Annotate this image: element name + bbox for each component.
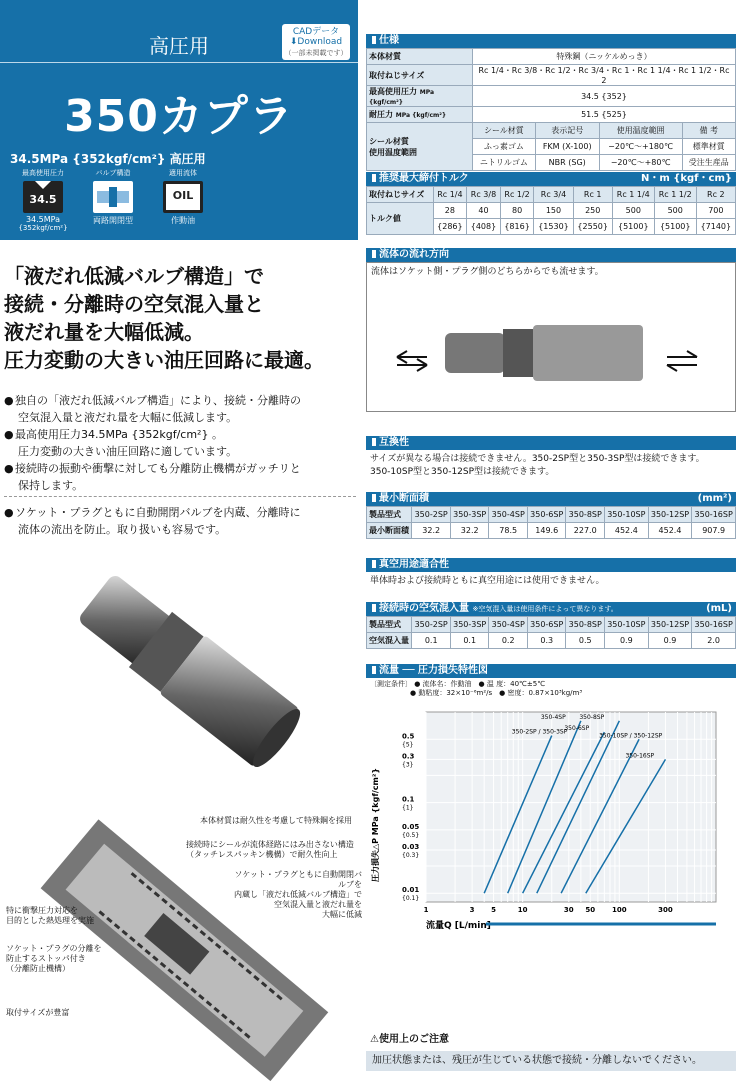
torque-title: 推奨最大締付トルク N・m {kgf・cm} bbox=[366, 172, 736, 186]
y-axis-label: 圧力損失△P MPa {kgf/cm²} bbox=[371, 767, 380, 882]
headline: 「液だれ低減バルブ構造」で 接続・分離時の空気混入量と 液だれ量を大幅低減。 圧力変動の大きい油圧回路に最適。 bbox=[4, 264, 324, 372]
bullet-4: ●ソケット・プラグともに自動開閉バルブを内蔵、分離時に 流体の流出を防止。取り扱いも容易です。 bbox=[4, 506, 301, 536]
valve-structure-icon: バルブ構造 両路開閉型 bbox=[93, 169, 133, 225]
warning-title: ⚠使用上のご注意 bbox=[370, 1034, 449, 1045]
series-label: 350-8SP bbox=[579, 713, 605, 721]
cad-label: CADデータ bbox=[292, 27, 340, 37]
max-pressure-icon: 最高使用圧力 34.5 34.5MPa {352kgf/cm²} bbox=[18, 169, 68, 232]
series-label: 350-2SP / 350-3SP bbox=[511, 728, 568, 736]
series-label: 350-10SP / 350-12SP bbox=[599, 732, 663, 740]
divider bbox=[0, 62, 358, 63]
right-arrows-icon bbox=[667, 351, 697, 371]
y-tick-label: 0.1 bbox=[402, 795, 415, 804]
cutaway-drawing bbox=[0, 790, 362, 1090]
x-tick-label: 100 bbox=[612, 906, 627, 914]
product-title: 350カプラ bbox=[64, 91, 294, 142]
feature-icons bbox=[10, 168, 350, 238]
series-label: 高圧用 bbox=[149, 34, 209, 58]
coupler-photo bbox=[40, 545, 310, 785]
graph-section: 流量 ── 圧力損失特性図 〔測定条件〕 ● 流体名：作動油 ● 温 度：40℃±5℃ ● 動粘度：32×10⁻⁶m²/s ● 密度：0.87×10³kg/m³ bbox=[366, 664, 736, 700]
callout-sizes: 取付サイズが豊富 bbox=[6, 1008, 70, 1017]
spec-section bbox=[366, 34, 736, 171]
flow-box bbox=[366, 262, 736, 412]
oil-fluid-icon: 適用流体 OIL 作動油 bbox=[150, 168, 216, 226]
flow-pressure-chart bbox=[366, 704, 736, 944]
y-tick-label: 0.3 bbox=[402, 752, 415, 761]
flow-title: 流体の流れ方向 bbox=[366, 248, 736, 262]
torque-section bbox=[366, 172, 736, 235]
product-header bbox=[0, 0, 358, 240]
right-column bbox=[366, 0, 736, 1090]
y-tick-label: 0.5 bbox=[402, 732, 415, 741]
spec-table: 本体材質 特殊鋼（ニッケルめっき） 取付ねじサイズ Rc 1/4・Rc 3/8・Rc 1/2・Rc 3/4・Rc 1・Rc 1 1/4・Rc 1 1/2・Rc 2 最高使用圧力 MPa {kgf/cm²} 34.5 {352} 耐圧力 MPa {kgf/cm²} 51.5 {525} シール材質 使用温度範囲 シール材質 表示記号 使用温度範囲 備 考 ふっ素ゴム FKM (X-100) −20℃〜+180℃ 標準材質 ニトリルゴム NBR (SG) −20℃〜+80℃ 受注生産品 bbox=[366, 48, 736, 171]
compat-title: 互換性 bbox=[366, 436, 736, 450]
series-label: 350-4SP bbox=[540, 713, 566, 721]
left-arrows-icon bbox=[397, 351, 427, 371]
callout-stopper: ソケット・プラグの分離を 防止するストッパ付き （分離防止機構） bbox=[6, 944, 102, 973]
divider bbox=[4, 496, 356, 497]
cad-download-button[interactable] bbox=[282, 24, 350, 60]
y-tick-label: {0.5} bbox=[402, 831, 420, 839]
x-tick-label: 5 bbox=[491, 906, 497, 914]
y-tick-label: {0.3} bbox=[402, 851, 420, 859]
series-label: 350-16SP bbox=[625, 752, 655, 760]
y-tick-label: {3} bbox=[402, 761, 414, 769]
x-tick-label: 50 bbox=[585, 906, 596, 914]
warning-text: 加圧状態または、残圧が生じている状態で接続・分離しないでください。 bbox=[366, 1051, 736, 1071]
callout-seal: 接続時にシールが流体経路にはみ出さない構造 （タッチレスパッキン機構）で耐久性向上 bbox=[186, 840, 354, 859]
flow-direction-section bbox=[366, 248, 736, 412]
graph-title: 流量 ── 圧力損失特性図 bbox=[366, 664, 736, 678]
left-column bbox=[0, 0, 362, 1090]
air-section bbox=[366, 602, 736, 649]
y-tick-label: {5} bbox=[402, 741, 414, 749]
x-tick-label: 30 bbox=[563, 906, 574, 914]
compat-section: 互換性 サイズが異なる場合は接続できません。350-2SP型と350-3SP型は接続できます。 350-10SP型と350-12SP型は接続できます。 bbox=[366, 436, 736, 482]
vacuum-title: 真空用途適合性 bbox=[366, 558, 736, 572]
area-table: 製品型式 350-2SP 350-3SP 350-4SP 350-6SP 350-8SP 350-10SP 350-12SP 350-16SP 最小断面積 32.2 32.2 78.5 149.6 227.0 452.4 452.4 907.9 bbox=[366, 506, 736, 539]
y-tick-label: 0.01 bbox=[402, 886, 420, 895]
y-tick-label: 0.05 bbox=[402, 822, 420, 831]
area-title: 最小断面積 (mm²) bbox=[366, 492, 736, 506]
bullet-1: ●独自の「液だれ低減バルブ構造」により、接続・分離時の 空気混入量と液だれ量を大幅に低減します。 bbox=[4, 394, 301, 424]
y-tick-label: {1} bbox=[402, 804, 414, 812]
x-tick-label: 1 bbox=[423, 906, 429, 914]
pressure-rating: 34.5MPa {352kgf/cm²} 高圧用 bbox=[10, 152, 206, 166]
flow-illustration bbox=[367, 289, 735, 409]
area-section bbox=[366, 492, 736, 539]
callout-valve: ソケット・プラグともに自動開閉バルブを 内蔵し「液だれ低減バルブ構造」で 空気混入量と液だれ量を 大幅に低減 bbox=[234, 870, 362, 919]
y-tick-label: 0.03 bbox=[402, 842, 420, 851]
download-icon: ⬇Download bbox=[289, 37, 343, 47]
x-axis-label: 流量Q [L/min] bbox=[426, 921, 491, 931]
air-table: 製品型式 350-2SP 350-3SP 350-4SP 350-6SP 350-8SP 350-10SP 350-12SP 350-16SP 空気混入量 0.1 0.1 0.2 0.3 0.5 0.9 0.9 2.0 bbox=[366, 616, 736, 649]
bullet-2: ●最高使用圧力34.5MPa {352kgf/cm²} 。 圧力変動の大きい油圧回路に適しています。 bbox=[4, 428, 238, 458]
callout-heat-treatment: 特に衝撃圧力対応を 目的とした熱処理を実施 bbox=[6, 906, 94, 925]
flow-text: 流体はソケット側・プラグ側のどちらからでも流せます。 bbox=[371, 267, 604, 277]
vacuum-section: 真空用途適合性 単体時および接続時ともに真空用途には使用できません。 bbox=[366, 558, 736, 591]
series-label: 350-6SP bbox=[564, 725, 590, 733]
bullet-3: ●接続時の振動や衝撃に対しても分離防止機構がガッチリと 保持します。 bbox=[4, 462, 301, 492]
y-tick-label: {0.1} bbox=[402, 895, 420, 903]
x-tick-label: 300 bbox=[658, 906, 673, 914]
callout-body-material: 本体材質は耐久性を考慮して特殊鋼を採用 bbox=[200, 816, 352, 825]
torque-table: 取付ねじサイズ Rc 1/4 Rc 3/8 Rc 1/2 Rc 3/4 Rc 1 Rc 1 1/4 Rc 1 1/2 Rc 2 トルク値 28 40 80 150 250 500 500 700 {286} {408} {816} {1530} {2550} {5100} {5100} {7140} bbox=[366, 186, 736, 235]
x-tick-label: 10 bbox=[517, 906, 528, 914]
spec-title: 仕様 bbox=[366, 34, 736, 48]
x-tick-label: 3 bbox=[469, 906, 475, 914]
air-title: 接続時の空気混入量 ※空気混入量は使用条件によって異なります。 (mL) bbox=[366, 602, 736, 616]
warning-section bbox=[366, 1030, 736, 1071]
cad-note: （一部未掲載です） bbox=[284, 49, 348, 57]
